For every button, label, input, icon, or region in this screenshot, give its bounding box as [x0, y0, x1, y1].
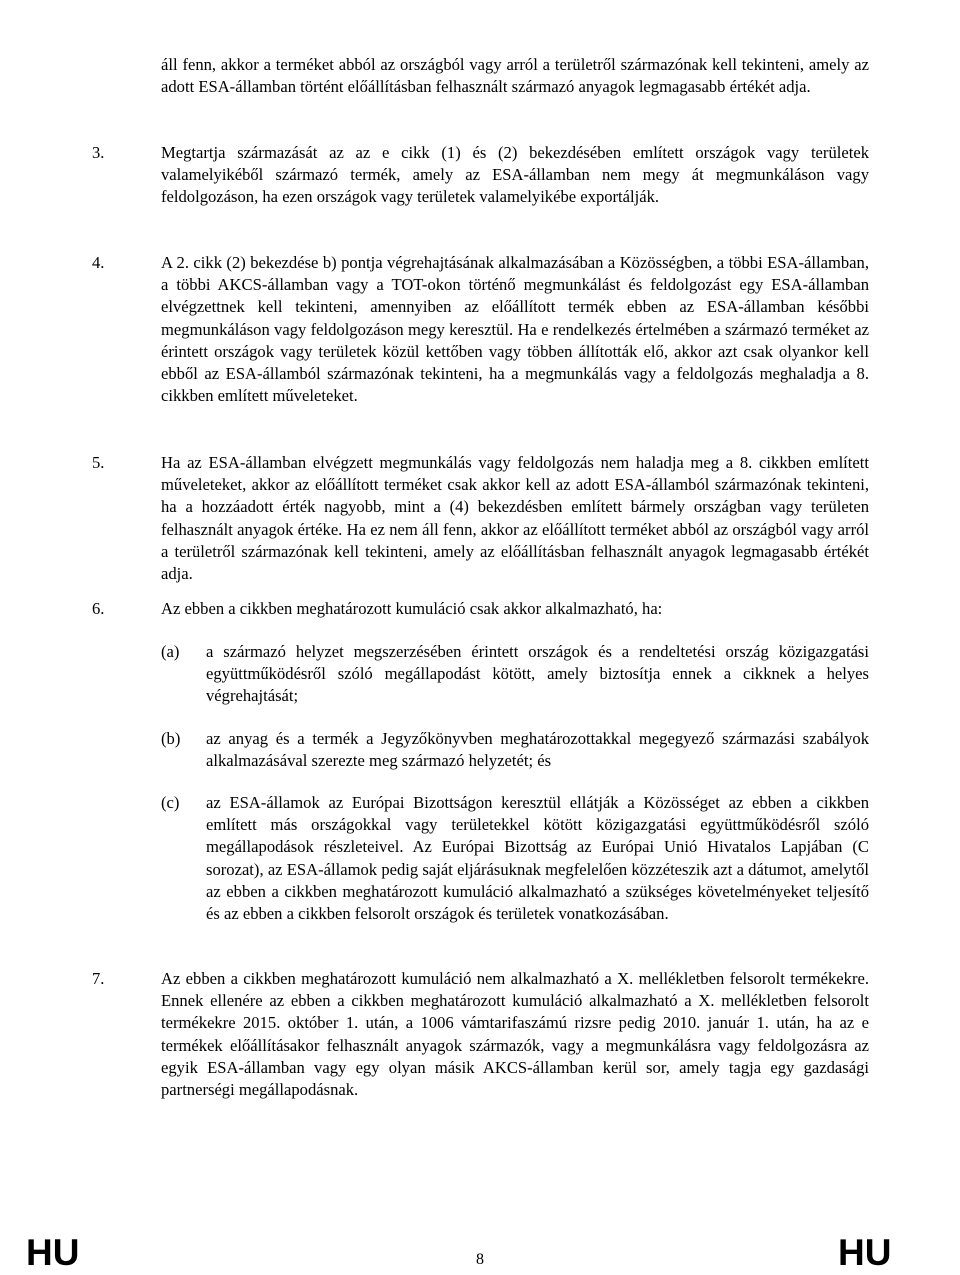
- subitem-text: az ESA-államok az Európai Bizottságon keresztül ellátják a Közösséget az ebben a cikkben említett más országokkal vagy területekkel kötött közigazgatási együttműködésről szóló megállapodások részleteivel. Az Európai Bizottság az Európai Unió Hivatalos Lapjában (C sorozat), az ESA-államok pedig saját eljárásuknak megfelelően közzéteszik azt a dátumot, amelytől az ebben a cikkben meghatározott kumuláció alkalmazható a szükséges követelményeket teljesítő és az ebben a cikkben felsorolt országok és területek vonatkozásában.: [206, 793, 869, 924]
- paragraph-text: Ha az ESA-államban elvégzett megmunkálás vagy feldolgozás nem haladja meg a 8. cikkben említett műveleteket, akkor az előállított terméket csak akkor kell az adott ESA-államból származónak tekinteni, ha a hozzáadott érték nagyobb, mint a (4) bekezdésben említett bármely országban vagy területen felhasznált anyagok értéke. Ha ez nem áll fenn, akkor az előállított terméket abból az országból vagy arról a területről származónak kell tekinteni, amely az előállításban felhasznált anyagok legmagasabb értékét adja.: [161, 453, 869, 584]
- subitem-letter: (a): [161, 642, 180, 661]
- subitem-letter: (b): [161, 729, 181, 748]
- paragraph-number: 5.: [92, 453, 105, 472]
- paragraph-number: 3.: [92, 143, 105, 162]
- footer-language-right: HU: [838, 1232, 892, 1273]
- subitem-letter: (c): [161, 793, 180, 812]
- paragraph-text: A 2. cikk (2) bekezdése b) pontja végrehajtásának alkalmazásában a Közösségben, a többi ESA-államban, a többi AKCS-államban vagy a TOT-okon történő megmunkálást és feldolgozást egy ESA-államban elvégzettnek kell tekinteni, amennyiben az előállított termék ebben az ESA-államban későbbi megmunkáláson vagy feldolgozáson megy keresztül. Ha e rendelkezés értelmében a származó terméket az érintett országok vagy területek közül kettőben vagy többen állították elő, akkor azt csak olyankor kell ebből az ESA-államból származónak tekinteni, ha a megmunkálás vagy a feldolgozás meghaladja a 8. cikkben említett műveleteket.: [161, 253, 869, 406]
- page-number: 8: [476, 1251, 484, 1268]
- paragraph-number: 4.: [92, 253, 105, 272]
- paragraph-number: 7.: [92, 969, 105, 988]
- paragraph-text: Az ebben a cikkben meghatározott kumuláció csak akkor alkalmazható, ha:: [161, 599, 663, 618]
- paragraph-number: 6.: [92, 599, 105, 618]
- paragraph-text: Az ebben a cikkben meghatározott kumuláció nem alkalmazható a X. mellékletben felsorolt termékekre. Ennek ellenére az ebben a cikkben meghatározott kumuláció alkalmazható a X. mellékletben felsorolt termékekre 2015. október 1. után, a 1006 vámtarifaszámú rizsre pedig 2010. január 1. után, ha az e termékek előállításakor felhasznált anyagok származók, vagy a megmunkálásra vagy feldolgozásra az egyik ESA-államban vagy egy olyan másik AKCS-államban kerül sor, amely tagja egy gazdasági partnerségi megállapodásnak.: [161, 969, 869, 1100]
- paragraph-text: Megtartja származását az az e cikk (1) és (2) bekezdésében említett országok vagy területek valamelyikéből származó termék, amely az ESA-államban nem megy át megmunkáláson vagy feldolgozáson, ha ezen országok vagy területek valamelyikébe exportálják.: [161, 143, 869, 207]
- intro-paragraph: áll fenn, akkor a terméket abból az országból vagy arról a területről származónak kell tekinteni, amely az adott ESA-államban történt előállításban felhasznált származó anyagok legmagasabb értékét adja.: [161, 55, 869, 97]
- subitem-text: az anyag és a termék a Jegyzőkönyvben meghatározottakkal megegyező származási szabályok alkalmazásával szerezte meg származó helyzetét; és: [206, 729, 869, 771]
- footer-language-left: HU: [26, 1232, 80, 1273]
- subitem-text: a származó helyzet megszerzésében érintett országok és a rendeltetési ország közigazgatási együttműködésről szóló megállapodást kötött, amely biztosítja ennek a cikknek a helyes végrehajtását;: [206, 642, 869, 706]
